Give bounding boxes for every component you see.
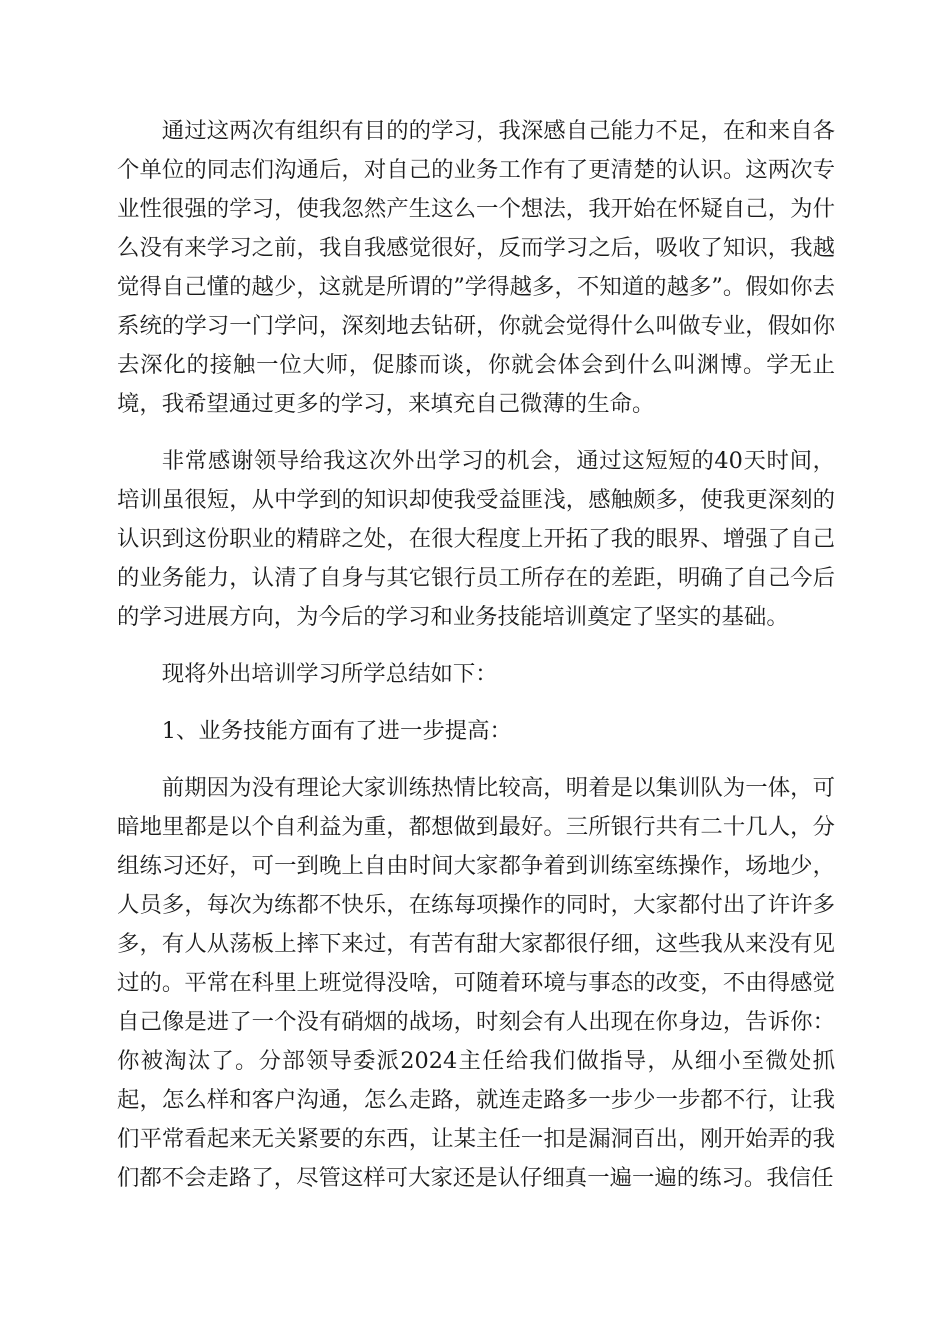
paragraph-gratitude: 非常感谢领导给我这次外出学习的机会，通过这短短的40天时间，培训虽很短，从中学到的知识却使我受益匪浅，感触颇多，使我更深刻的认识到这份职业的精辟之处，在很大程度上开拓了我的眼界、增强了自己的业务能力，认清了自身与其它银行员工所存在的差距，明确了自己今后的学习进展方向，为今后的学习和业务技能培训奠定了坚实的基础。 — [117, 448, 835, 630]
document-body — [117, 112, 835, 1216]
paragraph-training-details: 前期因为没有理论大家训练热情比较高，明着是以集训队为一体，可暗地里都是以个自利益为重，都想做到最好。三所银行共有二十几人，分组练习还好，可一到晚上自由时间大家都争着到训练室练操作，场地少，人员多，每次为练都不快乐，在练每项操作的同时，大家都付出了许许多多，有人从荡板上摔下来过，有苦有甜大家都很仔细，这些我从来没有见过的。平常在科里上班觉得没啥，可随着环境与事态的改变，不由得感觉自己像是进了一个没有硝烟的战场，时刻会有人出现在你身边，告诉你：你被淘汰了。分部领导委派2024主任给我们做指导，从细小至微处抓起，怎么样和客户沟通，怎么走路，就连走路多一步少一步都不行，让我们平常看起来无关紧要的东西，让某主任一扣是漏洞百出，刚开始弄的我们都不会走路了，尽管这样可大家还是认仔细真一遍一遍的练习。我信任 — [117, 775, 835, 1191]
paragraph-summary-intro: 现将外出培训学习所学总结如下： — [161, 661, 498, 687]
paragraph-reflection: 通过这两次有组织有目的的学习，我深感自己能力不足，在和来自各个单位的同志们沟通后，对自己的业务工作有了更清楚的认识。这两次专业性很强的学习，使我忽然产生这么一个想法，我开始在怀疑自己，为什么没有来学习之前，我自我感觉很好，反而学习之后，吸收了知识，我越觉得自己懂的越少，这就是所谓的”学得越多，不知道的越多”。假如你去系统的学习一门学问，深刻地去钻研，你就会觉得什么叫做专业，假如你去深化的接触一位大师，促膝而谈，你就会体会到什么叫渊博。学无止境，我希望通过更多的学习，来填充自己微薄的生命。 — [117, 118, 835, 417]
paragraph-section-heading-1: 1、业务技能方面有了进一步提高： — [161, 718, 512, 744]
